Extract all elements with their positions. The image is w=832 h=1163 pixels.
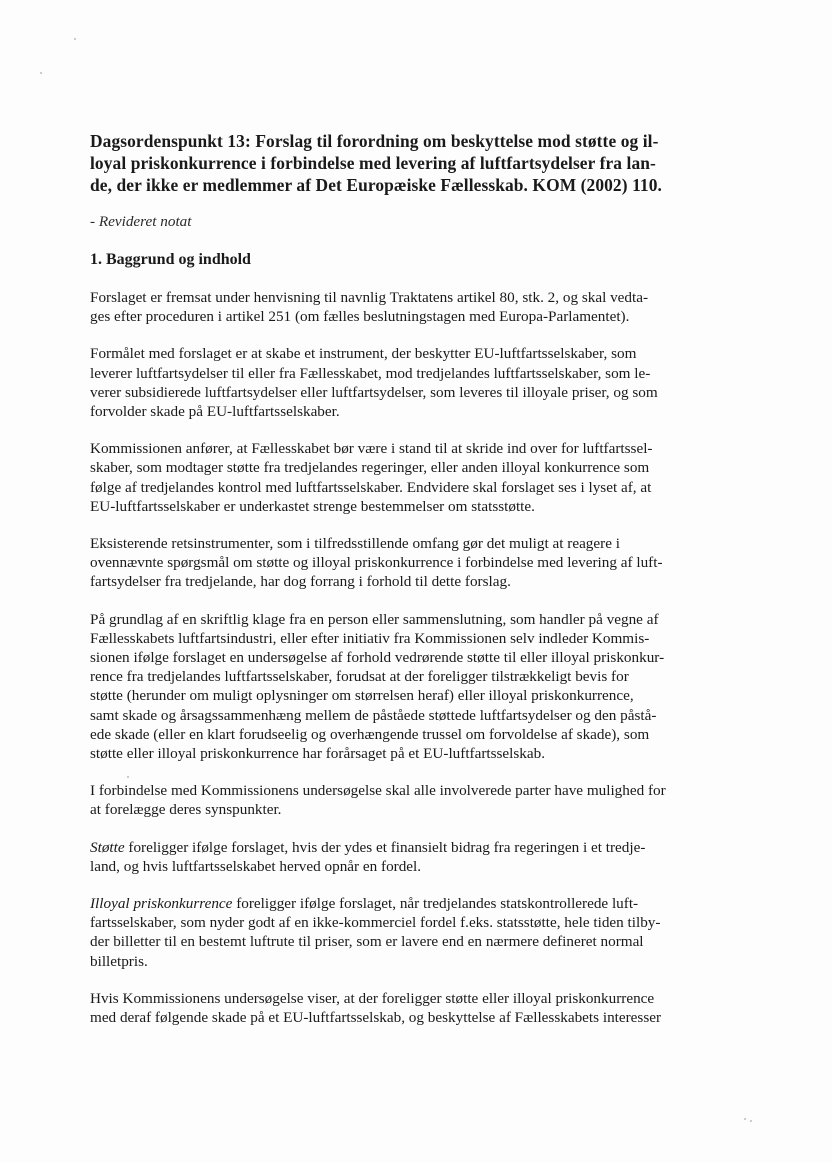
scan-speck bbox=[40, 72, 42, 74]
paragraph-line: sionen ifølge forslaget en undersøgelse af forhold vedrørende støtte til eller illoyal priskonkur- bbox=[90, 649, 665, 667]
paragraph-line: Kommissionen anfører, at Fællesskabet bør være i stand til at skride ind over for luftfartssel- bbox=[90, 440, 653, 458]
paragraph-line: ede skade (eller en klart forudseelig og overhængende trussel om forvoldelse af skade), som bbox=[90, 725, 650, 743]
paragraph-line-rest: foreligger ifølge forslaget, når tredjelandes statskontrollerede luft- bbox=[232, 895, 639, 913]
paragraph-5 bbox=[90, 610, 758, 764]
italic-term: Støtte bbox=[90, 838, 125, 856]
paragraph-line bbox=[90, 894, 758, 913]
scan-speck bbox=[750, 1120, 752, 1122]
paragraph-line: Hvis Kommissionens undersøgelse viser, at der foreligger støtte eller illoyal priskonkurrence bbox=[90, 989, 655, 1007]
paragraph-line-rest: foreligger ifølge forslaget, hvis der ydes et finansielt bidrag fra regeringen i et tredje- bbox=[124, 838, 646, 856]
section-heading: 1. Baggrund og indhold bbox=[90, 251, 251, 268]
paragraph-line: I forbindelse med Kommissionens undersøgelse skal alle involverede parter have mulighed for bbox=[90, 782, 666, 800]
paragraph-line: fartsselskaber, som nyder godt af en ikke-kommerciel fordel f.eks. statsstøtte, hele tiden tilby- bbox=[90, 914, 661, 932]
paragraph-line: verer subsidierede luftfartsydelser eller luftfartsydelser, som leveres til illoyale priser, og som bbox=[90, 383, 658, 401]
paragraph-line bbox=[90, 838, 758, 857]
paragraph-line: EU-luftfartsselskaber er underkastet strenge bestemmelser om statsstøtte. bbox=[90, 497, 535, 515]
document-body bbox=[90, 130, 758, 1045]
paragraph-line: Fællesskabets luftfartsindustri, eller efter initiativ fra Kommissionen selv indleder Kommis- bbox=[90, 629, 650, 647]
paragraph-line: med deraf følgende skade på et EU-luftfartsselskab, og beskyttelse af Fællesskabets interesser bbox=[90, 1009, 662, 1027]
title-line: Dagsordenspunkt 13: Forslag til forordning om beskyttelse mod støtte og il- bbox=[90, 131, 659, 151]
scan-speck bbox=[74, 38, 76, 40]
paragraph-line: billetpris. bbox=[90, 952, 148, 970]
paragraph-4 bbox=[90, 534, 758, 592]
paragraph-line: Forslaget er fremsat under henvisning til navnlig Traktatens artikel 80, stk. 2, og skal vedta- bbox=[90, 289, 649, 306]
italic-term: Illoyal priskonkurrence bbox=[90, 895, 233, 913]
paragraph-line: samt skade og årsagssammenhæng mellem de påståede støttede luftfartsydelser og den påstå- bbox=[90, 706, 657, 724]
paragraph-line: støtte eller illoyal priskonkurrence har forårsaget på et EU-luftfartsselskab. bbox=[90, 745, 546, 763]
paragraph-line: Eksisterende retsinstrumenter, som i tilfredsstillende omfang gør det muligt at reagere i bbox=[90, 535, 620, 553]
paragraph-line: forvolder skade på EU-luftfartsselskaber. bbox=[90, 403, 340, 421]
paragraph-line: leverer luftfartsydelser til eller fra Fællesskabet, mod tredjelandes luftfartsselskaber, som le- bbox=[90, 364, 651, 382]
paragraph-line: ges efter proceduren i artikel 251 (om fælles beslutningstagen med Europa-Parlamentet). bbox=[90, 308, 630, 326]
paragraph-line: at forelægge deres synspunkter. bbox=[90, 801, 282, 819]
paragraph-3 bbox=[90, 439, 758, 516]
paragraph-line: rence fra tredjelandes luftfartsselskaber, forudsat at der foreligger tilstrækkeligt bevis for bbox=[90, 668, 629, 686]
paragraph-line: land, og hvis luftfartsselskabet herved opnår en fordel. bbox=[90, 857, 422, 875]
document-subtitle: - Revideret notat bbox=[90, 213, 192, 230]
paragraph-line: der billetter til en bestemt luftrute til priser, som er lavere end en nærmere defineret normal bbox=[90, 933, 644, 951]
document-title bbox=[90, 130, 758, 196]
paragraph-line: På grundlag af en skriftlig klage fra en person eller sammenslutning, som handler på vegne af bbox=[90, 610, 659, 628]
paragraph-line: følge af tredjelandes kontrol med luftfartsselskaber. Endvidere skal forslaget ses i lyset af, at bbox=[90, 478, 652, 496]
paragraph-line: fartsydelser fra tredjelande, har dog forrang i forhold til dette forslag. bbox=[90, 573, 511, 591]
scan-speck bbox=[744, 1118, 746, 1120]
paragraph-7 bbox=[90, 838, 758, 876]
paragraph-8 bbox=[90, 894, 758, 971]
paragraph-9 bbox=[90, 989, 758, 1027]
paragraph-line: Formålet med forslaget er at skabe et instrument, der beskytter EU-luftfartsselskaber, som bbox=[90, 345, 637, 363]
paragraph-1 bbox=[90, 288, 758, 326]
title-line: de, der ikke er medlemmer af Det Europæiske Fællesskab. KOM (2002) 110. bbox=[90, 175, 662, 195]
paragraph-2 bbox=[90, 344, 758, 421]
paragraph-line: ovennævnte spørgsmål om støtte og illoyal priskonkurrence i forbindelse med levering af luft- bbox=[90, 554, 663, 572]
title-line: loyal priskonkurrence i forbindelse med levering af luftfartsydelser fra lan- bbox=[90, 153, 656, 173]
paragraph-6 bbox=[90, 781, 758, 819]
paragraph-line: støtte (herunder om muligt oplysninger om størrelsen heraf) eller illoyal priskonkurrence, bbox=[90, 687, 634, 705]
paragraph-line: skaber, som modtager støtte fra tredjelandes regeringer, eller anden illoyal konkurrence som bbox=[90, 459, 650, 477]
